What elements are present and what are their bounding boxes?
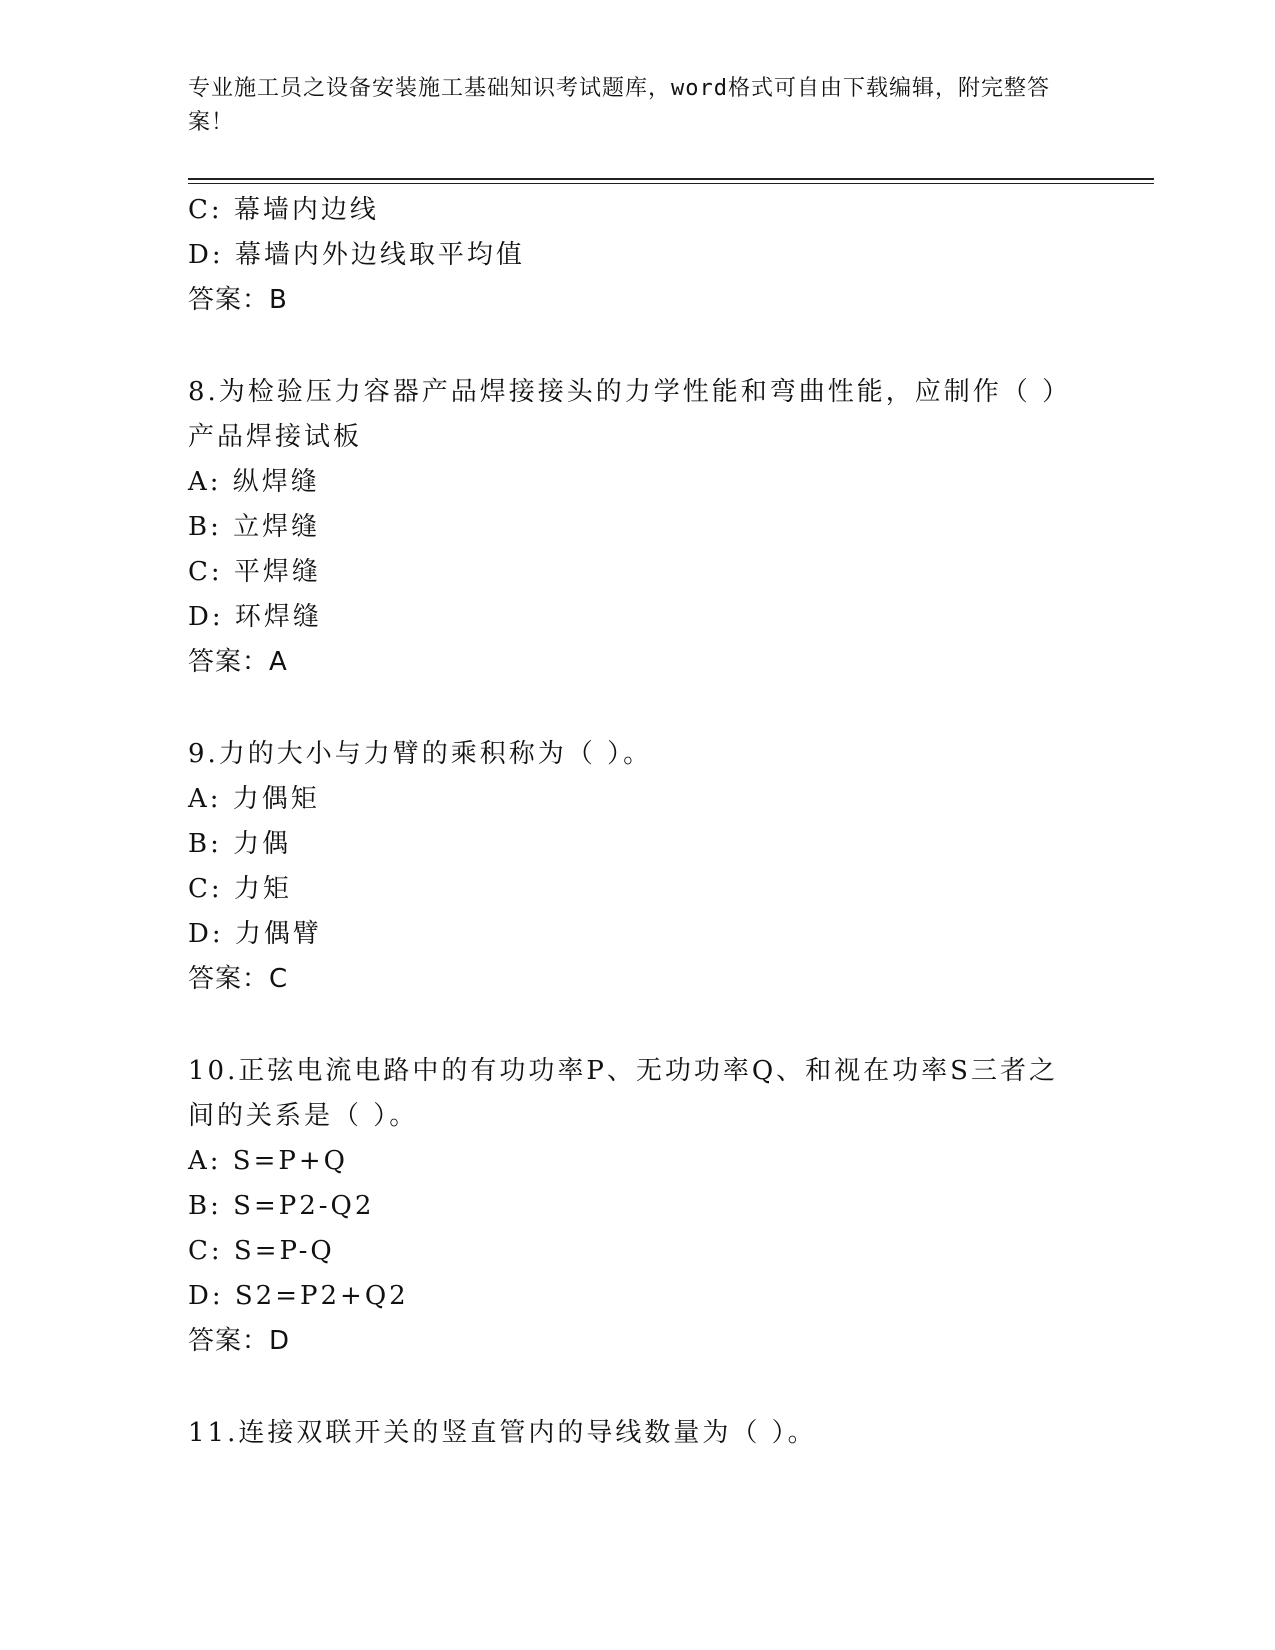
question-block-10: [188, 1049, 1088, 1364]
answer-label: 答案：B: [188, 285, 288, 315]
option-a: A: 力偶矩: [188, 784, 320, 814]
question-text: 8.为检验压力容器产品焊接接头的力学性能和弯曲性能，应制作（ ）产品焊接试板: [188, 377, 1059, 452]
option-d: D: 幕墙内外边线取平均值: [188, 240, 525, 270]
spacer: [188, 323, 1088, 370]
option-b: B: S=P2-Q2: [188, 1191, 375, 1221]
option-c: C: 幕墙内边线: [188, 195, 379, 225]
header-divider: [188, 178, 1154, 180]
question-block-9: [188, 732, 1088, 1002]
question-block-7: [188, 188, 1088, 323]
option-c: C: S=P-Q: [188, 1236, 335, 1266]
option-d: D: 力偶臂: [188, 919, 322, 949]
option-d: D: S2=P2+Q2: [188, 1281, 409, 1311]
option-c: C: 平焊缝: [188, 557, 321, 587]
option-a: A: S=P+Q: [188, 1146, 348, 1176]
question-block-8: [188, 370, 1088, 685]
header-divider-thin: [188, 183, 1154, 184]
question-block-11: [188, 1411, 1088, 1456]
answer-label: 答案：C: [188, 964, 289, 994]
question-list: [188, 188, 1088, 1456]
question-text: 9.力的大小与力臂的乘积称为（ ）。: [188, 739, 653, 769]
answer-label: 答案：A: [188, 647, 288, 677]
option-c: C: 力矩: [188, 874, 292, 904]
spacer: [188, 1002, 1088, 1049]
option-b: B: 力偶: [188, 829, 292, 859]
spacer: [188, 1364, 1088, 1411]
option-a: A: 纵焊缝: [188, 467, 320, 497]
option-d: D: 环焊缝: [188, 602, 322, 632]
question-text: 11.连接双联开关的竖直管内的导线数量为（ ）。: [188, 1418, 817, 1448]
option-b: B: 立焊缝: [188, 512, 321, 542]
question-text: 10.正弦电流电路中的有功功率P、无功功率Q、和视在功率S三者之间的关系是（ ）。: [188, 1056, 1058, 1131]
answer-label: 答案：D: [188, 1326, 291, 1356]
spacer: [188, 685, 1088, 732]
document-header: 专业施工员之设备安装施工基础知识考试题库，word格式可自由下载编辑，附完整答案！: [188, 76, 1050, 135]
